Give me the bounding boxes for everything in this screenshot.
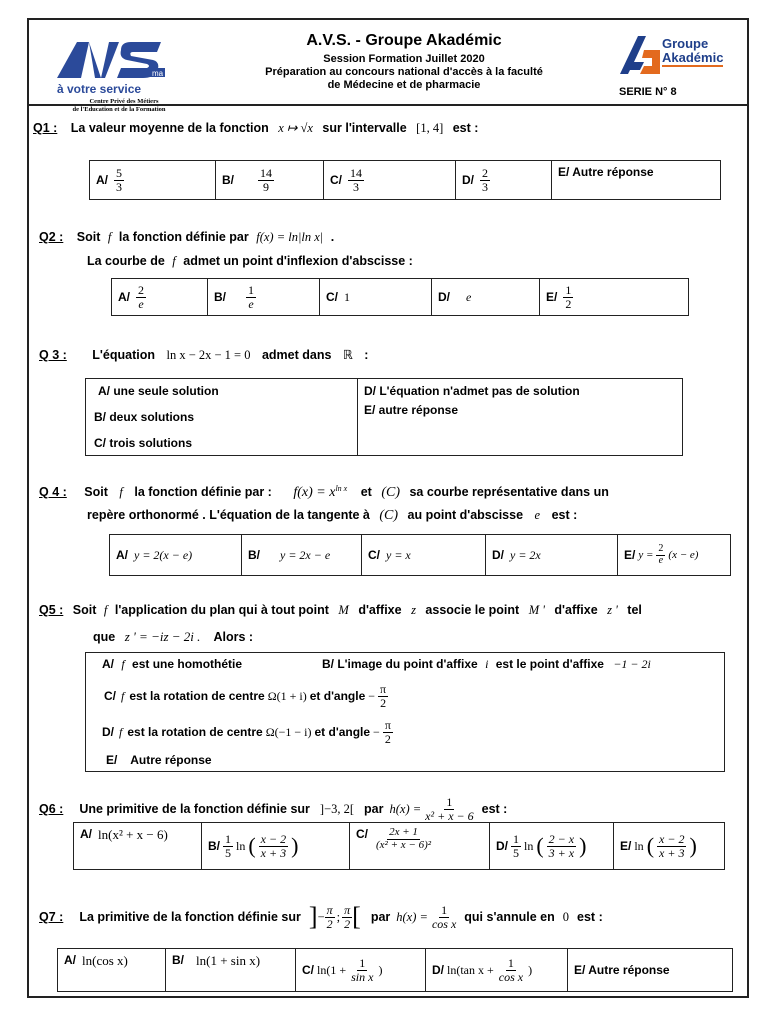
question-7-bracket-open: ] <box>308 902 318 931</box>
q5-option-c-f: f <box>121 688 125 703</box>
question-3-text-b: admet dans <box>261 348 332 362</box>
question-5-rel: z ' = −iz − 2i . <box>124 629 201 644</box>
q2-option-a-value: $\frac{2}{e}$ <box>138 282 144 311</box>
q7-option-b-value: ln(1 + sin x) <box>196 953 261 968</box>
q7-option-a[interactable] <box>58 949 166 991</box>
q5-option-d-center: Ω(−1 − i) <box>265 724 312 739</box>
q4-option-c-label: C/ <box>368 548 380 562</box>
question-6 <box>39 796 507 822</box>
q5-option-c-center: Ω(1 + i) <box>267 688 307 703</box>
q5-option-c[interactable] <box>104 683 388 709</box>
q3-option-c[interactable]: C/ trois solutions <box>94 436 193 450</box>
q5-option-d-angle: $\frac{\pi}{2}$ <box>384 718 391 746</box>
q5-option-c-sign: − <box>368 688 376 703</box>
question-5-f: f <box>103 603 108 617</box>
q5-option-e[interactable] <box>106 753 212 767</box>
question-4-line2-curve: (C) <box>379 508 399 523</box>
question-6-text-a: Une primitive de la fonction définie sur <box>79 802 310 817</box>
question-7-int-sign: − <box>317 909 325 924</box>
q1-option-c-label: C/ <box>330 173 342 187</box>
q4-option-b-value: y = 2x − e <box>280 547 331 562</box>
q2-option-d[interactable] <box>432 279 540 315</box>
question-7-text-d: est : <box>577 910 603 924</box>
q5-option-e-label: E/ <box>106 753 118 767</box>
question-7-text-b: par <box>370 910 391 924</box>
question-6-text-c: est : <box>481 802 508 817</box>
q7-option-c-pre: ln(1 + <box>317 962 347 977</box>
page-frame <box>27 18 749 998</box>
question-4-text-b: la fonction définie par : <box>134 485 272 500</box>
question-4 <box>39 484 609 501</box>
q2-option-e[interactable] <box>540 279 688 315</box>
q5-option-d-text: est la rotation de centre <box>127 725 263 740</box>
q3-option-b[interactable]: B/ deux solutions <box>94 410 195 424</box>
q7-option-d-pre: ln(tan x + <box>447 962 494 977</box>
q5-option-b[interactable] <box>322 657 651 672</box>
q7-option-b-label: B/ <box>172 953 184 967</box>
akademic-logo-graphic <box>614 30 664 80</box>
q1-option-e-label: E/ Autre réponse <box>558 165 654 179</box>
q4-option-e-pre: y = <box>638 549 654 561</box>
q1-option-e[interactable] <box>552 161 720 199</box>
logo-sub2: de l'Education et de la Formation <box>72 106 166 113</box>
question-2-text-b: la fonction définie par <box>118 230 249 244</box>
question-5-number: Q5 : <box>39 603 64 617</box>
q6-option-c[interactable] <box>350 823 490 869</box>
question-5-text-b: l'application du plan qui à tout point <box>114 603 329 617</box>
q6-option-b-paren-close: ) <box>291 833 299 858</box>
q6-option-d-paren-open: ( <box>536 833 544 858</box>
question-2-number: Q2 : <box>39 230 64 244</box>
q1-option-b[interactable] <box>216 161 324 199</box>
q6-option-c-label: C/ <box>356 827 368 841</box>
q1-option-b-value: $\frac{14}{9}$ <box>260 165 272 194</box>
question-7-text-a: La primitive de la fonction définie sur <box>79 910 301 924</box>
question-1-text-b: sur l'intervalle <box>322 121 407 135</box>
question-1-func: x ↦ √x <box>278 121 313 135</box>
q1-option-b-label: B/ <box>222 173 234 187</box>
question-5-line2-b: Alors : <box>213 630 254 644</box>
question-5-line2 <box>93 629 253 645</box>
header-faculty: de Médecine et de pharmacie <box>327 79 481 91</box>
q4-option-e[interactable] <box>618 535 730 575</box>
question-5-text-c: d'affixe <box>358 603 402 617</box>
question-5-text-d: associe le point <box>425 603 520 617</box>
q1-option-d-label: D/ <box>462 173 474 187</box>
question-1-interval: [1, 4] <box>416 121 444 135</box>
q5-option-b-i: i <box>485 657 489 671</box>
q5-option-a[interactable] <box>102 657 242 672</box>
header-divider <box>29 104 747 106</box>
q5-option-a-text: est une homothétie <box>132 657 243 671</box>
q5-option-c-text2: et d'angle <box>309 689 366 704</box>
question-7-text-c: qui s'annule en <box>464 910 555 924</box>
question-6-frac: $\frac{1}{\text{x² + x − 6}}$ <box>425 795 474 823</box>
question-4-line2-e: e <box>534 508 541 522</box>
q7-option-c-frac: $\frac{1}{\text{sin x}}$ <box>351 955 374 984</box>
q2-option-b-value: $\frac{1}{e}$ <box>248 282 254 311</box>
question-1-options <box>89 160 721 200</box>
q4-option-e-frac: $\frac{2}{e}$ <box>658 543 664 566</box>
question-7-options <box>57 948 733 992</box>
q5-option-d-sign: − <box>373 724 380 739</box>
logo-groupe: Groupe <box>662 36 709 51</box>
q4-option-b[interactable] <box>242 535 362 575</box>
q2-option-e-value: $\frac{1}{2}$ <box>565 282 572 311</box>
question-1-number: Q1 : <box>33 121 58 135</box>
q6-option-c-frac: $\frac{2x + 1}{\text{(x² + x − 6)²}}$ <box>376 826 432 851</box>
svg-text:ma: ma <box>152 69 164 78</box>
question-2-line2-a: La courbe de <box>87 254 165 268</box>
q6-option-b-label: B/ <box>208 839 220 853</box>
q7-option-a-value: ln(cos x) <box>82 953 128 968</box>
question-7-int-right: $\frac{\pi}{2}$ <box>344 902 351 931</box>
question-4-text-a: Soit <box>84 485 108 500</box>
question-2-line2-b: admet un point d'inflexion d'abscisse : <box>183 254 413 268</box>
question-3-eq: ln x − 2x − 1 = 0 <box>166 348 251 362</box>
question-4-def: f(x) = x <box>293 485 336 501</box>
q1-option-c[interactable] <box>324 161 456 199</box>
q6-option-d-label: D/ <box>496 839 508 853</box>
q6-option-d[interactable] <box>490 823 614 869</box>
q5-option-a-label: A/ <box>102 657 114 671</box>
q2-option-b-label: B/ <box>214 290 226 304</box>
question-6-text-b: par <box>364 802 384 817</box>
q7-option-c[interactable] <box>296 949 426 991</box>
question-1-text-a: La valeur moyenne de la fonction <box>70 121 269 135</box>
question-7-def: h(x) = <box>396 909 428 924</box>
q7-option-d-post: ) <box>528 962 533 977</box>
q5-option-a-f: f <box>121 657 125 671</box>
q7-option-d[interactable] <box>426 949 568 991</box>
q5-option-b-value: −1 − 2i <box>613 657 651 671</box>
q5-option-c-angle: $\frac{\pi}{2}$ <box>380 682 387 710</box>
q1-option-a[interactable] <box>90 161 216 199</box>
q4-option-c[interactable] <box>362 535 486 575</box>
question-5-text-e: d'affixe <box>554 603 598 617</box>
question-1 <box>33 120 478 136</box>
akademic-logo <box>614 30 739 90</box>
q7-option-c-post: ) <box>378 962 383 977</box>
question-4-f: f <box>119 485 123 500</box>
q6-option-d-frac: $\frac{2 - x}{3 + x}$ <box>548 831 575 860</box>
q5-option-c-label: C/ <box>104 689 116 704</box>
q6-option-b[interactable] <box>202 823 350 869</box>
question-6-options <box>73 822 725 870</box>
question-7-int-left: $\frac{\pi}{2}$ <box>326 902 333 931</box>
question-7-frac: $\frac{1}{\text{cos x}}$ <box>431 902 457 931</box>
logo-sub1: Centre Privé des Métiers <box>89 98 159 105</box>
q6-option-a-label: A/ <box>80 827 92 841</box>
serie-number: SERIE N° 8 <box>619 86 677 98</box>
q3-option-d[interactable]: D/ L'équation n'admet pas de solution <box>364 384 580 398</box>
q6-option-e-label: E/ <box>620 839 632 853</box>
question-2-text-a: Soit <box>76 230 101 244</box>
question-4-text-d: sa courbe représentative dans un <box>409 485 609 500</box>
header-title: A.V.S. - Groupe Akadémic <box>306 32 502 49</box>
q7-option-b[interactable] <box>166 949 296 991</box>
question-2-options <box>111 278 689 316</box>
q6-option-d-ln: ln <box>524 838 534 853</box>
question-3-text-a: L'équation <box>92 348 155 362</box>
q4-option-a-label: A/ <box>116 548 128 562</box>
q5-option-b-label: B/ L'image du point d'affixe <box>322 657 478 671</box>
q4-option-b-label: B/ <box>248 548 260 562</box>
q1-option-c-value: $\frac{14}{3}$ <box>350 165 362 194</box>
q6-option-e-paren-open: ( <box>646 833 655 858</box>
q2-option-c-label: C/ <box>326 290 338 304</box>
q5-option-b-text: est le point d'affixe <box>495 657 604 671</box>
q1-option-a-label: A/ <box>96 173 108 187</box>
question-5-Mp: M ' <box>528 603 545 617</box>
q5-option-d-label: D/ <box>102 725 114 740</box>
q6-option-e[interactable] <box>614 823 724 869</box>
question-7-number: Q7 : <box>39 910 64 924</box>
q4-option-c-value: y = x <box>386 547 411 562</box>
question-2-f: f <box>107 230 112 244</box>
q4-option-d[interactable] <box>486 535 618 575</box>
q5-option-d-text2: et d'angle <box>314 725 371 740</box>
q3-option-a[interactable]: A/ une seule solution <box>98 384 219 398</box>
q7-option-d-label: D/ <box>432 963 444 977</box>
question-4-curve: (C) <box>381 485 400 501</box>
question-7-bracket-close: [ <box>352 902 361 931</box>
header-block <box>219 32 589 91</box>
q7-option-a-label: A/ <box>64 953 76 967</box>
q6-option-e-paren-close: ) <box>689 833 697 858</box>
question-4-line2 <box>87 508 577 524</box>
avs-logo <box>49 30 189 120</box>
question-6-def: h(x) = <box>389 801 422 816</box>
q7-option-d-frac: $\frac{1}{\text{cos x}}$ <box>498 955 524 984</box>
q2-option-c[interactable] <box>320 279 432 315</box>
question-5-text-a: Soit <box>72 603 97 617</box>
question-4-options <box>109 534 731 576</box>
logo-slogan: à votre service <box>57 82 142 96</box>
q2-option-d-value: e <box>466 289 472 304</box>
q5-option-d[interactable] <box>102 719 393 745</box>
q1-option-a-value: $\frac{5}{3}$ <box>116 165 122 194</box>
question-2-line2-f: f <box>172 254 176 268</box>
question-4-line2-a: repère orthonormé . L'équation de la tangente à <box>87 508 370 522</box>
q2-option-c-value: 1 <box>344 289 350 304</box>
q6-option-e-frac: $\frac{x - 2}{x + 3}$ <box>659 831 685 860</box>
question-2-line2 <box>87 254 413 269</box>
q2-option-a-label: A/ <box>118 290 130 304</box>
q3-option-e[interactable]: E/ autre réponse <box>364 403 459 417</box>
q4-option-e-post: (x − e) <box>668 549 699 561</box>
q2-option-d-label: D/ <box>438 290 450 304</box>
q7-option-e[interactable] <box>568 949 732 991</box>
q6-option-b-paren-open: ( <box>248 833 256 858</box>
question-5-options <box>85 652 725 772</box>
q6-option-b-coef: $\frac{1}{5}$ <box>225 831 231 860</box>
q6-option-a[interactable] <box>74 823 202 869</box>
question-4-line2-b: au point d'abscisse <box>407 508 524 522</box>
header-prep: Préparation au concours national d'accès à la faculté <box>265 66 543 78</box>
question-4-line2-c: est : <box>551 508 578 522</box>
q6-option-a-value: ln(x² + x − 6) <box>98 827 168 842</box>
q1-option-d[interactable] <box>456 161 552 199</box>
q4-option-d-label: D/ <box>492 548 504 562</box>
question-5 <box>39 603 642 618</box>
q6-option-b-ln: ln <box>236 838 246 853</box>
q2-option-a[interactable] <box>112 279 208 315</box>
question-5-M: M <box>338 603 349 617</box>
q4-option-d-value: y = 2x <box>510 547 541 562</box>
question-4-exp: ln x <box>335 484 348 493</box>
q4-option-a[interactable] <box>110 535 242 575</box>
question-3-set: ℝ <box>342 348 353 362</box>
question-6-number: Q6 : <box>39 802 64 817</box>
question-5-text-f: tel <box>627 603 642 617</box>
question-3 <box>39 347 368 363</box>
question-3-number: Q 3 : <box>39 348 67 362</box>
question-7-int-sep: ; <box>336 909 341 924</box>
question-7-zero: 0 <box>562 909 570 924</box>
question-5-zp: z ' <box>607 603 618 617</box>
question-3-options <box>85 378 683 456</box>
question-6-interval: ]−3, 2[ <box>319 801 355 816</box>
q5-option-d-f: f <box>119 724 123 739</box>
question-2-def: f(x) = ln|ln x| <box>256 230 324 244</box>
logo-akademic: Akadémic <box>662 50 724 65</box>
question-5-z: z <box>411 603 416 617</box>
q7-option-c-label: C/ <box>302 963 314 977</box>
question-2-dot: . <box>330 230 335 244</box>
q4-option-e-label: E/ <box>624 548 636 562</box>
question-5-line2-a: que <box>93 630 116 644</box>
q6-option-e-ln: ln <box>634 838 644 853</box>
q6-option-d-paren-close: ) <box>579 833 587 858</box>
q1-option-d-value: $\frac{2}{3}$ <box>482 165 488 194</box>
q5-option-e-text: Autre réponse <box>130 753 212 767</box>
q2-option-e-label: E/ <box>546 290 558 304</box>
question-2 <box>39 230 334 245</box>
q3-left-column <box>86 379 358 455</box>
header-session: Session Formation Juillet 2020 <box>323 53 485 65</box>
q4-option-a-value: y = 2(x − e) <box>134 547 193 562</box>
q6-option-b-frac: $\frac{x - 2}{x + 3}$ <box>260 831 287 860</box>
question-7 <box>39 902 603 932</box>
question-1-text-c: est : <box>452 121 479 135</box>
q5-option-c-text: est la rotation de centre <box>129 689 265 704</box>
q7-option-e-label: E/ Autre réponse <box>574 963 670 977</box>
q3-right-column <box>358 379 682 455</box>
question-4-text-c: et <box>360 485 372 500</box>
question-3-colon: : <box>364 348 369 362</box>
question-4-number: Q 4 : <box>39 485 67 500</box>
q6-option-d-coef: $\frac{1}{5}$ <box>513 831 519 860</box>
q2-option-b[interactable] <box>208 279 320 315</box>
